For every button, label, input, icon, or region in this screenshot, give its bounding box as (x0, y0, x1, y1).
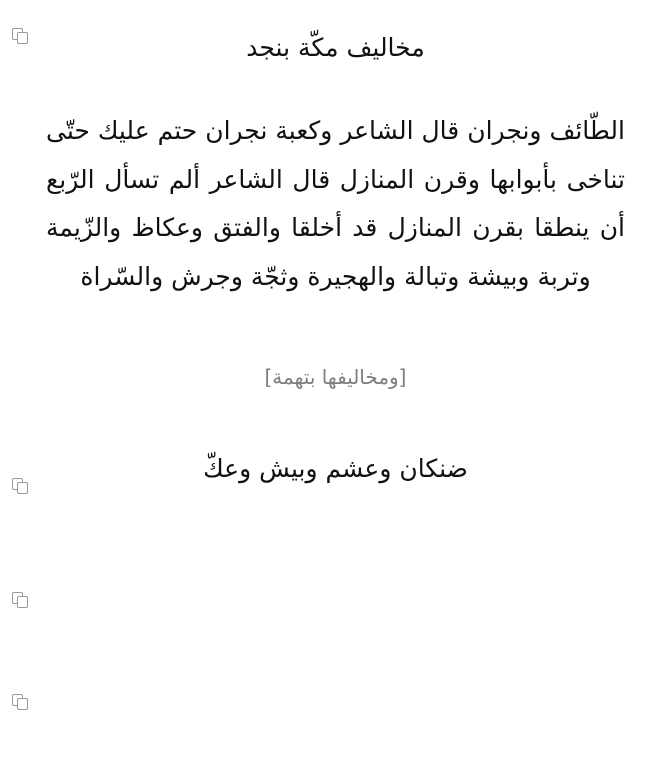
copy-icon[interactable] (12, 478, 29, 495)
document-heading: مخاليف مكّة بنجد (246, 33, 425, 62)
copy-icon[interactable] (12, 694, 29, 711)
copy-icon[interactable] (12, 28, 29, 45)
copy-icon-front-sheet (17, 698, 28, 710)
document-paragraph: الطّائف ونجران قال الشاعر وكعبة نجران حتم عليك حتّى تناخى بأبوابها وقرن المنازل قال الشاعر ألم تسأل الرّبع أن ينطقا بقرن المنازل قد أخلقا والفتق وعكاظ والزّيمة وتربة وبيشة وتبالة والهجيرة وثجّة وجرش والسّراة (46, 115, 625, 291)
copy-icon[interactable] (12, 592, 29, 609)
bracketed-note: [ومخاليفها بتهمة] (264, 364, 407, 389)
copy-icon-front-sheet (17, 596, 28, 608)
document-last-line: ضنكان وعشم وبيش وعكّ (203, 453, 468, 483)
copy-icon-front-sheet (17, 32, 28, 44)
copy-icon-front-sheet (17, 482, 28, 494)
